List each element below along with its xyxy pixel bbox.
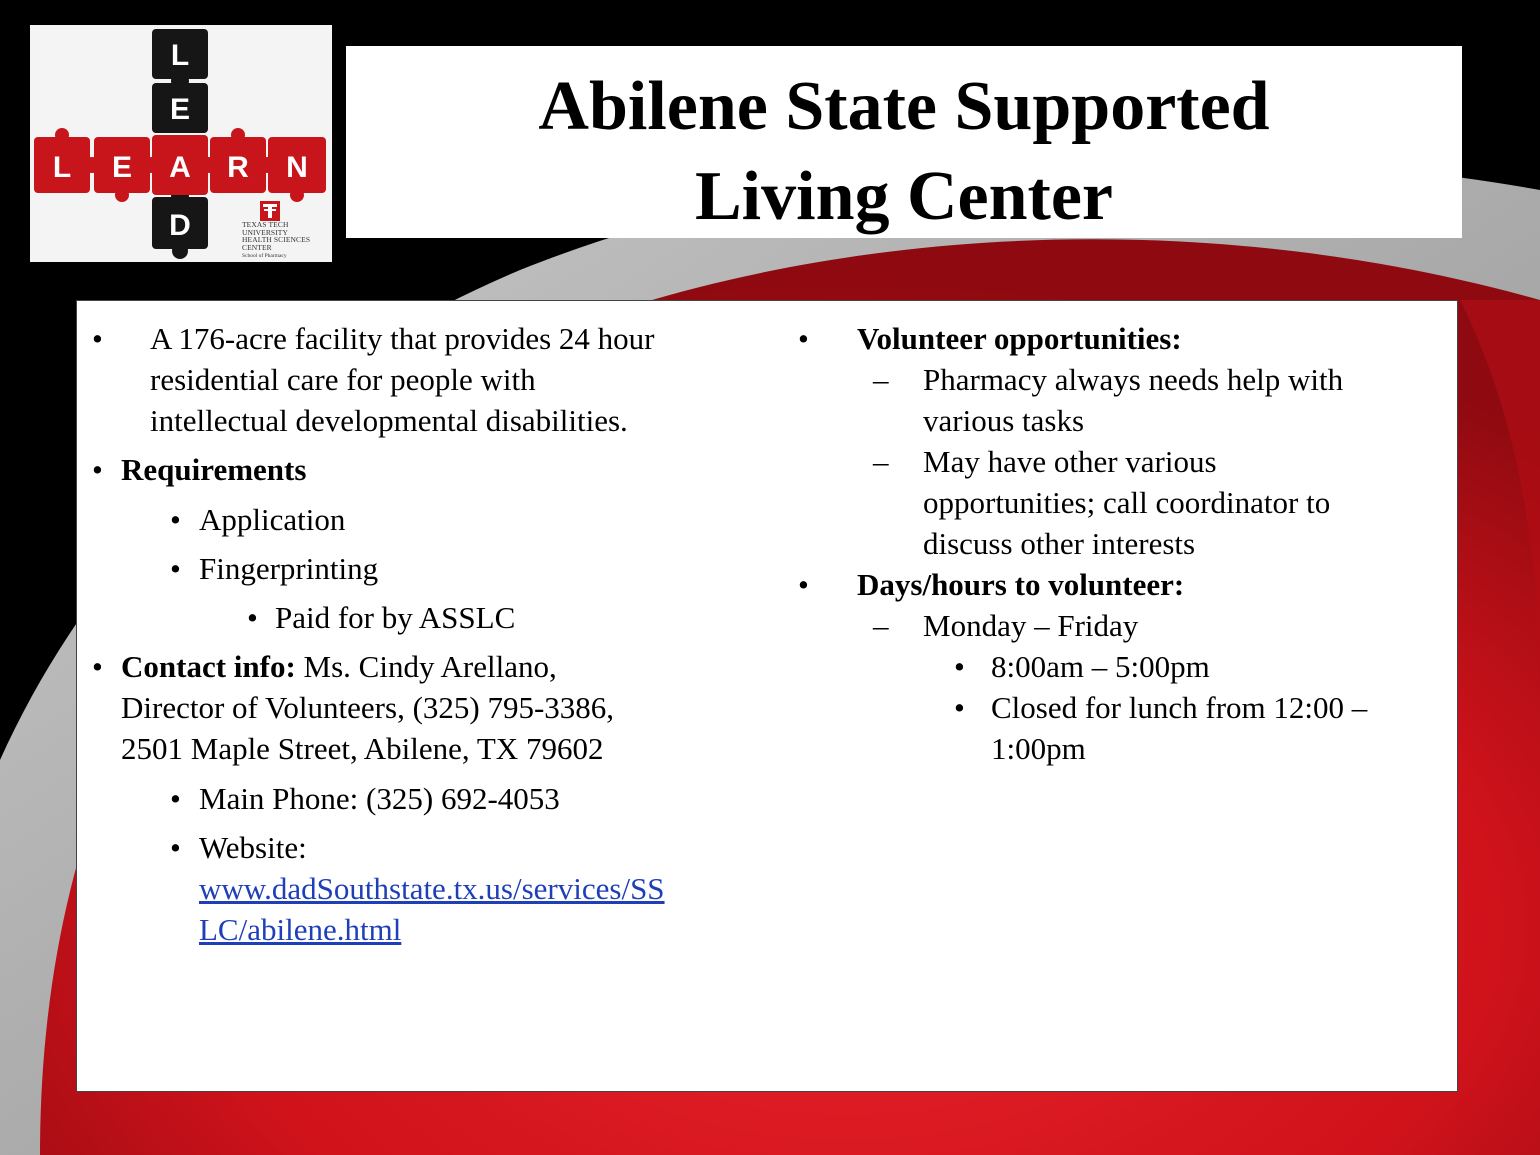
learn-lead-logo	[30, 25, 332, 262]
requirement-fingerprinting: Fingerprinting	[199, 551, 379, 586]
logo-caption	[242, 221, 332, 260]
logo-letter-a: A	[169, 151, 191, 184]
bullet-icon: •	[92, 452, 103, 487]
volunteer-heading: Volunteer opportunities:	[857, 321, 1182, 356]
contact-label: Contact info:	[121, 649, 296, 684]
intro-line-1: A 176-acre facility that provides 24 hour	[150, 321, 655, 356]
intro-line-2: residential care for people with	[150, 362, 536, 397]
requirement-paid-note: Paid for by ASSLC	[275, 600, 516, 635]
contact-line-1	[121, 646, 557, 687]
volunteer-item-2-line-1: May have other various	[923, 444, 1217, 479]
logo-letter-l: L	[52, 151, 72, 184]
volunteer-item-1-line-1: Pharmacy always needs help with	[923, 362, 1344, 397]
logo-university-line2: HEALTH SCIENCES CENTER	[242, 235, 311, 252]
bullet-icon: •	[170, 830, 181, 865]
website-link-cont[interactable]	[199, 909, 401, 950]
title-line-2: Living Center	[694, 158, 1114, 235]
dash-icon: –	[873, 444, 889, 479]
bullet-icon: •	[92, 321, 103, 356]
website-link-line-2[interactable]: LC/abilene.html	[199, 912, 402, 947]
bullet-icon: •	[954, 690, 965, 725]
logo-school: School of Pharmacy	[242, 253, 287, 259]
lunch-line-1: Closed for lunch from 12:00 –	[991, 690, 1368, 725]
website-link-line-1[interactable]: www.dadSouthstate.tx.us/services/SS	[199, 871, 665, 906]
logo-letter-e-vertical: E	[169, 93, 191, 126]
main-phone: Main Phone: (325) 692-4053	[199, 781, 560, 816]
logo-university-line1: TEXAS TECH UNIVERSITY	[242, 220, 289, 237]
bullet-icon: •	[798, 321, 809, 356]
bullet-icon: •	[92, 649, 103, 684]
volunteer-item-2-line-2: opportunities; call coordinator to	[923, 485, 1331, 520]
volunteer-item-2-line-3: discuss other interests	[923, 526, 1196, 561]
bullet-icon: •	[954, 649, 965, 684]
logo-letter-n: N	[286, 151, 308, 184]
logo-letter-r: R	[227, 151, 249, 184]
bullet-icon: •	[798, 567, 809, 602]
lunch-line-2: 1:00pm	[991, 731, 1086, 766]
requirements-heading: Requirements	[121, 452, 307, 487]
bullet-icon: •	[170, 781, 181, 816]
logo-letter-d-vertical: D	[169, 209, 191, 242]
dash-icon: –	[873, 608, 889, 643]
volunteer-item-1-line-2: various tasks	[923, 403, 1085, 438]
bullet-icon: •	[170, 502, 181, 537]
requirement-application: Application	[199, 502, 346, 537]
contact-name: Ms. Cindy Arellano,	[295, 649, 557, 684]
contact-line-2: Director of Volunteers, (325) 795-3386,	[121, 690, 615, 725]
double-t-emblem-icon	[260, 201, 280, 221]
bullet-icon: •	[170, 551, 181, 586]
website-label: Website:	[199, 830, 307, 865]
days-heading: Days/hours to volunteer:	[857, 567, 1185, 602]
logo-letter-e: E	[111, 151, 133, 184]
logo-letter-l-vertical: L	[170, 39, 190, 72]
intro-line-3: intellectual developmental disabilities.	[150, 403, 628, 438]
days-hours: 8:00am – 5:00pm	[991, 649, 1210, 684]
title-line-1: Abilene State Supported	[538, 68, 1270, 145]
page-title	[346, 62, 1462, 242]
bullet-icon: •	[247, 600, 258, 635]
dash-icon: –	[873, 362, 889, 397]
days-range: Monday – Friday	[923, 608, 1139, 643]
contact-line-3: 2501 Maple Street, Abilene, TX 79602	[121, 731, 604, 766]
website-link[interactable]	[199, 868, 665, 909]
